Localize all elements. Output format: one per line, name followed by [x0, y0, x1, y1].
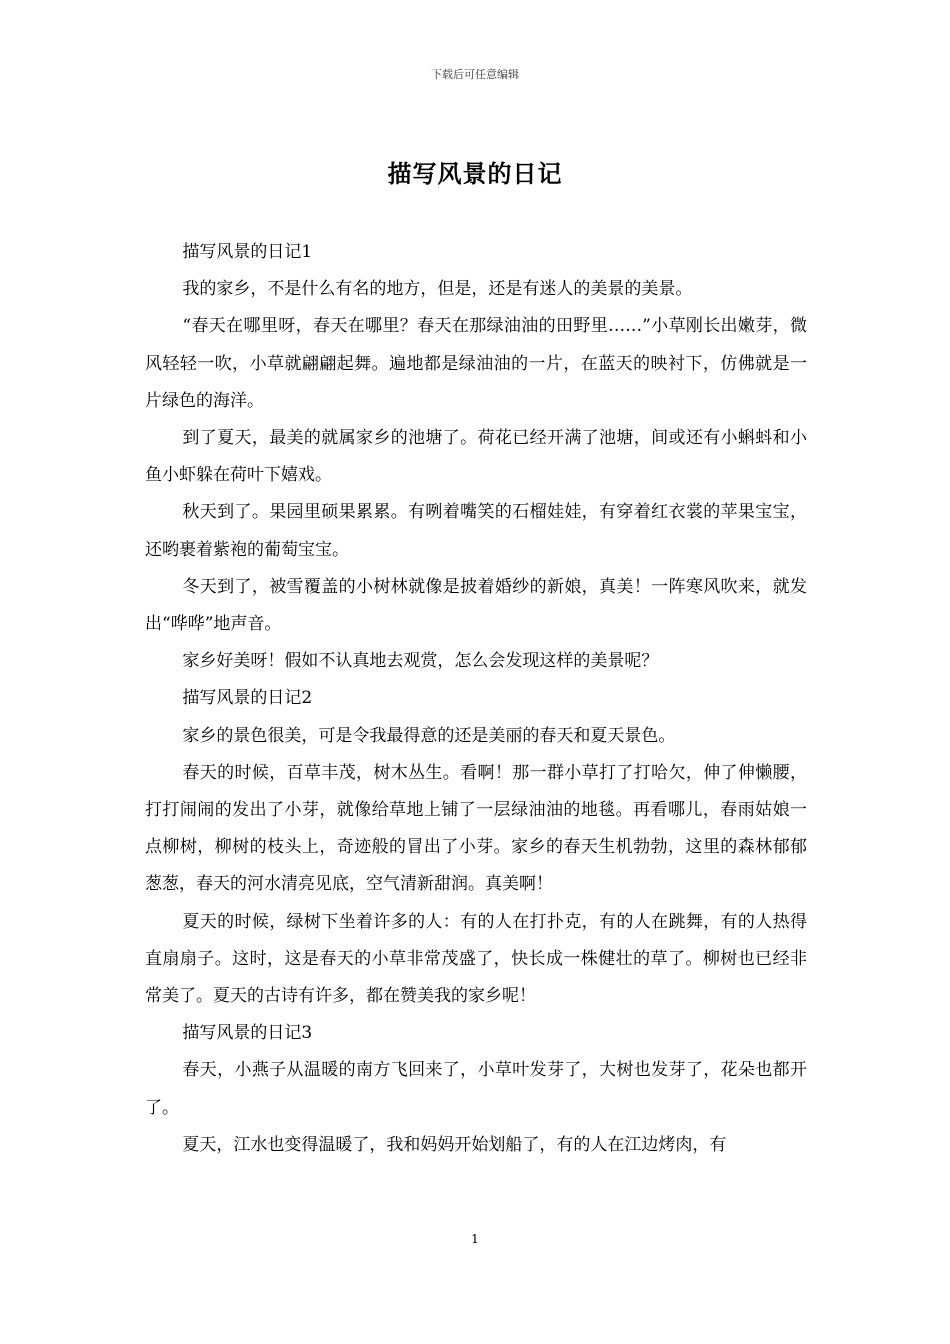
section-heading-2: 描写风景的日记2: [182, 688, 313, 709]
paragraph: “春天在哪里呀，春天在哪里？春天在那绿油油的田野里……”小草刚长出嫩芽，微风轻轻一吹，小草就翩翩起舞。遍地都是绿油油的一片，在蓝天的映衬下，仿佛就是一片绿色的海洋。: [145, 316, 807, 411]
paragraph: 家乡的景色很美，可是令我最得意的还是美丽的春天和夏天景色。: [182, 725, 676, 746]
paragraph: 秋天到了。果园里硕果累累。有咧着嘴笑的石榴娃娃，有穿着红衣裳的苹果宝宝，还哟裹着紫袍的葡萄宝宝。: [145, 502, 807, 560]
section-heading-1: 描写风景的日记1: [182, 242, 313, 262]
paragraph: 夏天，江水也变得温暖了，我和妈妈开始划船了，有的人在江边烤肉，有: [182, 1134, 727, 1155]
paragraph: 春天，小燕子从温暖的南方飞回来了，小草叶发芽了，大树也发芽了，花朵也都开了。: [145, 1060, 807, 1118]
paragraph: 春天的时候，百草丰茂，树木丛生。看啊！那一群小草打了打哈欠，伸了伸懒腰，打打闹闹的发出了小芽，就像给草地上铺了一层绿油油的地毯。再看哪儿，春雨姑娘一点柳树，柳树的枝头上，奇迹般的冒出了小芽。家乡的春天生机勃勃，这里的森林郁郁葱葱，春天的河水清亮见底，空气清新甜润。真美啊！: [145, 762, 807, 895]
paragraph: 夏天的时候，绿树下坐着许多的人：有的人在打扑克，有的人在跳舞，有的人热得直扇扇子。这时，这是春天的小草非常茂盛了，快长成一株健壮的草了。柳树也已经非常美了。夏天的古诗有许多，都在赞美我的家乡呢！: [145, 911, 807, 1007]
paragraph: 我的家乡，不是什么有名的地方，但是，还是有迷人的美景的美景。: [182, 279, 693, 300]
page-number: 1: [471, 1232, 479, 1246]
paragraph: 到了夏天，最美的就属家乡的池塘了。荷花已经开满了池塘，间或还有小蝌蚪和小鱼小虾躲在荷叶下嬉戏。: [145, 428, 807, 486]
section-heading-3: 描写风景的日记3: [182, 1023, 313, 1044]
paragraph: 家乡好美呀！假如不认真地去观赏，怎么会发现这样的美景呢？: [182, 651, 659, 672]
header-note: 下载后可任意编辑: [431, 68, 519, 81]
paragraph: 冬天到了，被雪覆盖的小树林就像是披着婚纱的新娘，真美！一阵寒风吹来，就发出“哗哗”地声音。: [145, 576, 807, 635]
document-title: 描写风景的日记: [387, 159, 563, 188]
document-body: [145, 234, 807, 1164]
